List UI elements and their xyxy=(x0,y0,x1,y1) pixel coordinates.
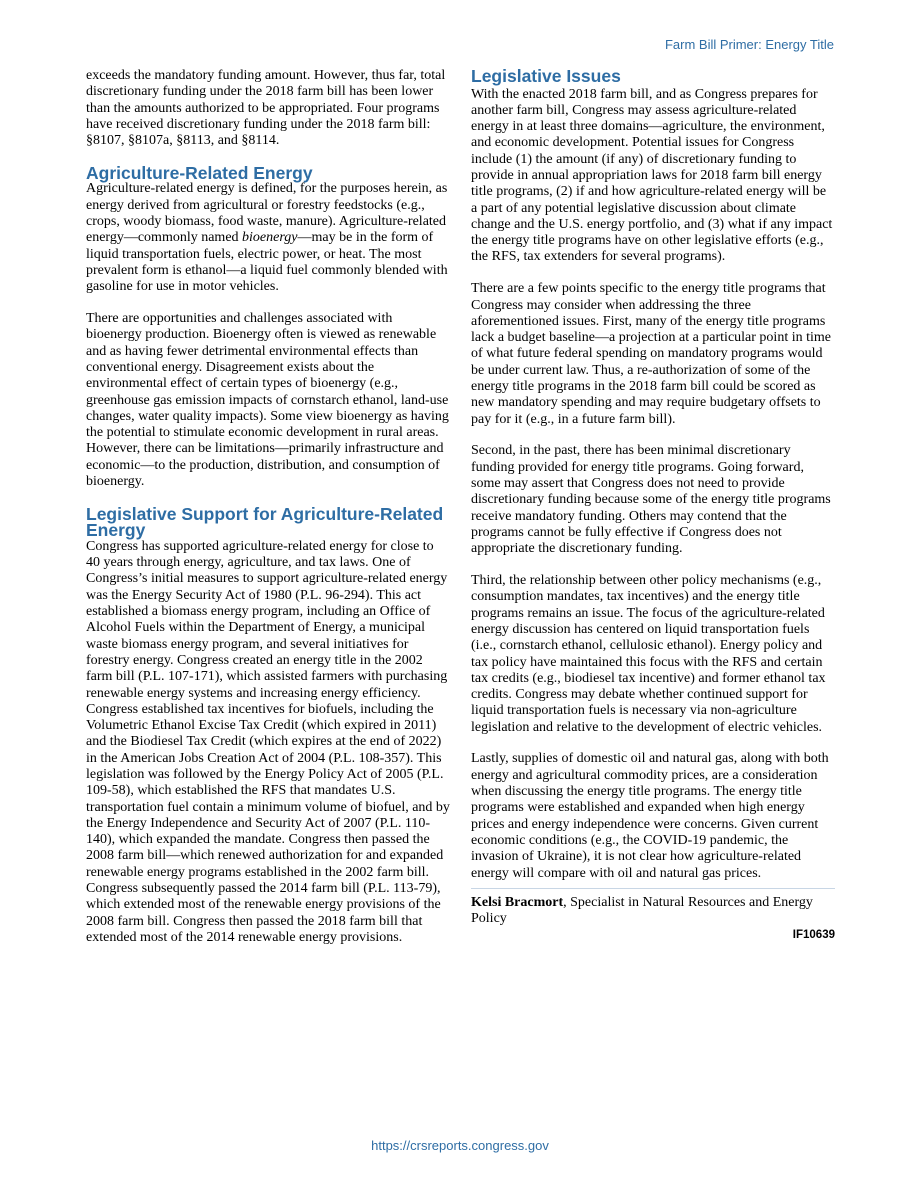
author-line xyxy=(471,895,835,928)
paragraph: Third, the relationship between other policy mechanisms (e.g., consumption mandates, tax incentives) and the energy title programs remains an issue. The focus of the agriculture-related energy discussion has centered on liquid transportation fuels (i.e., cornstarch ethanol, cellulosic ethanol). Energy policy and tax policy have maintained this focus with the RFS and certain tax credits (e.g., biodiesel tax incentive) and former ethanol tax credits. Congress may debate whether continued support for liquid transportation fuels is necessary via non-agriculture legislation and relative to the development of electric vehicles. xyxy=(471,573,826,735)
author-name: Kelsi Bracmort xyxy=(471,894,564,910)
paragraph: Congress has supported agriculture-related energy for close to 40 years through energy, agriculture, and tax laws. One of Congress’s initial measures to support agriculture-related energy was the Energy Security Act of 1980 (P.L. 96-294). This act established a biomass energy program, including an Office of Alcohol Fuels within the Department of Energy, a municipal waste biomass energy program, and several initiatives for forestry energy. Congress created an energy title in the 2002 farm bill (P.L. 107-171), which assisted farmers with purchasing renewable energy systems and increasing energy efficiency. Congress established tax incentives for biofuels, including the Volumetric Ethanol Excise Tax Credit (which expired in 2011) and the Biodiesel Tax Credit (which expires at the end of 2022) in the American Jobs Creation Act of 2004 (P.L. 108-357). This legislation was followed by the Energy Policy Act of 2005 (P.L. 109-58), which established the RFS that mandates U.S. transportation fuel contain a minimum volume of biofuel, and by the Energy Independence and Security Act of 2007 (P.L. 110-140), which expanded the mandate. Congress then passed the 2008 farm bill—which renewed authorization for and expanded renewable energy programs established in the 2002 farm bill. Congress subsequently passed the 2014 farm bill (P.L. 113-79), which extended most of the renewable energy provisions of the 2008 farm bill. Congress then passed the 2018 farm bill that extended most of the 2014 renewable energy provisions. xyxy=(86,538,450,945)
paragraph: There are a few points specific to the energy title programs that Congress may consider when addressing the three aforementioned issues. First, many of the energy title programs lack a budget baseline—a projection at a particular point in time of what future federal spending on mandatory programs would be under current law. Thus, a re-authorization of some of the energy title programs in the 2018 farm bill could be scored as new mandatory spending and may require budgetary offsets to pay for it (e.g., in a future farm bill). xyxy=(471,281,831,427)
paragraph-text: Agriculture-related energy is defined, for the purposes herein, as energy derived from agricultural or forestry feedstocks (e.g., crops, woody biomass, food waste, manure). Agriculture-related energy—commonly named xyxy=(86,181,448,246)
author-title: , Specialist in Natural Resources and Energy Policy xyxy=(471,894,813,927)
paragraph: exceeds the mandatory funding amount. However, thus far, total discretionary funding under the 2018 farm bill has been lower than the amounts authorized to be appropriated. Four programs have received discretionary funding under the 2018 farm bill: §8107, §8107a, §8113, and §8114. xyxy=(86,68,446,149)
right-column xyxy=(471,68,835,941)
section-heading: Legislative Issues xyxy=(471,66,621,86)
footer-link[interactable]: https://crsreports.congress.gov xyxy=(371,1138,549,1153)
left-column xyxy=(86,68,450,962)
running-header: Farm Bill Primer: Energy Title xyxy=(664,37,834,52)
section-heading: Legislative Support for Agriculture-Related Energy xyxy=(86,503,444,541)
paragraph-text: —may be in the form of liquid transportation fuels, electric power, or heat. The most prevalent form is ethanol—a liquid fuel commonly blended with gasoline for use in motor vehicles. xyxy=(86,230,448,295)
paragraph: With the enacted 2018 farm bill, and as Congress prepares for another farm bill, Congress may assess agriculture-related energy in at least three domains—agriculture, the environment, and economic development. Potential issues for Congress include (1) the amount (if any) of discretionary funding to provide in annual appropriation laws for 2018 farm bill energy title programs, (2) if and how agriculture-related energy will be a part of any potential legislative discussion about climate change and the U.S. energy portfolio, and (3) what if any impact the energy title programs have on other legislative efforts (e.g., the RFS, tax extenders for several programs). xyxy=(471,86,833,265)
emphasis-term: bioenergy xyxy=(242,230,298,246)
section-heading: Agriculture-Related Energy xyxy=(86,162,313,183)
divider xyxy=(471,888,835,889)
paragraph: Lastly, supplies of domestic oil and natural gas, along with both energy and agricultural commodity prices, are a consideration when discussing the energy title programs. The energy title programs were established and expanded when high energy prices and energy independence were concerns. Given current economic conditions (e.g., the COVID-19 pandemic, the invasion of Ukraine), it is not clear how agriculture-related energy will compare with oil and natural gas prices. xyxy=(471,751,829,881)
paragraph xyxy=(86,181,450,295)
product-code: IF10639 xyxy=(792,929,835,942)
paragraph: Second, in the past, there has been minimal discretionary funding provided for energy title programs. Going forward, some may assert that Congress does not need to provide discretionary funding because some of the energy title programs receive mandatory funding. Others may contend that the programs cannot be fully effective if Congress does not appropriate the discretionary funding. xyxy=(471,443,831,557)
author-block xyxy=(471,895,835,928)
paragraph: There are opportunities and challenges associated with bioenergy production. Bioenergy often is viewed as renewable and as having fewer detrimental environmental effects than conventional energy. Disagreement exists about the environmental effect of certain types of bioenergy (e.g., greenhouse gas emission impacts of cornstarch ethanol, land-use changes, water quality impacts). Some view bioenergy as having the potential to stimulate economic development in rural areas. However, there can be limitations—primarily infrastructure and economic—to the production, distribution, and consumption of bioenergy. xyxy=(86,311,449,490)
